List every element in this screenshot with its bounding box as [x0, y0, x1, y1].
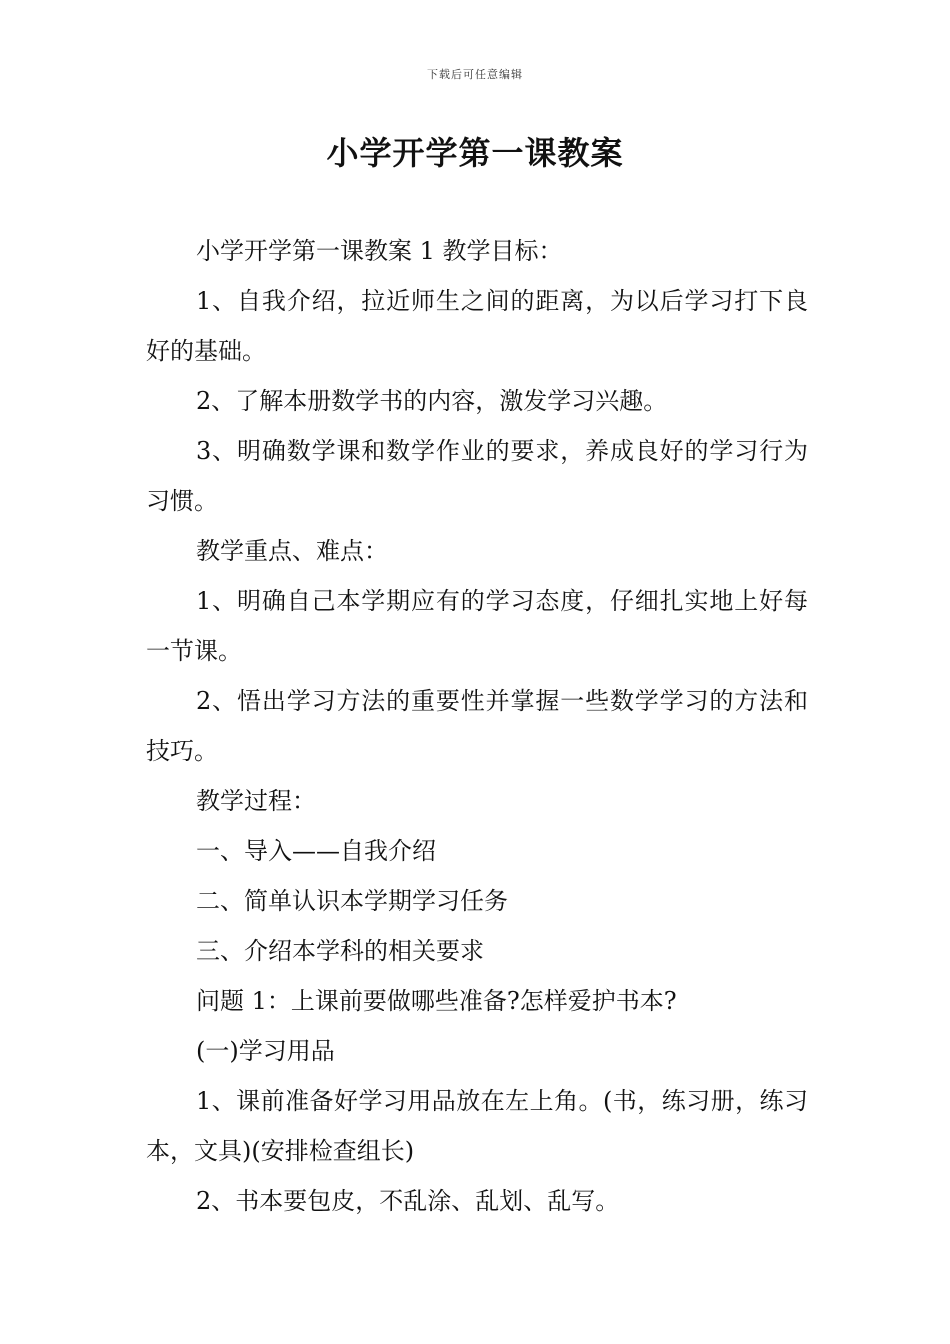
paragraph-goal-2: 2、了解本册数学书的内容，激发学习兴趣。 [196, 387, 668, 415]
paragraph-process-heading: 教学过程： [196, 787, 316, 815]
paragraph-key-point-1: 1、明确自己本学期应有的学习态度，仔细扎实地上好每一节课。 [146, 587, 808, 665]
paragraph-question-1: 问题 1：上课前要做哪些准备?怎样爱护书本? [196, 987, 677, 1015]
paragraph-supplies-heading: (一)学习用品 [196, 1037, 335, 1065]
document-title: 小学开学第一课教案 [326, 134, 624, 172]
paragraph-key-points-heading: 教学重点、难点： [196, 537, 388, 565]
paragraph-step-2: 二、简单认识本学期学习任务 [196, 887, 508, 915]
paragraph-step-1: 一、导入——自我介绍 [196, 837, 436, 865]
document-body [146, 226, 808, 1226]
paragraph-key-point-2: 2、悟出学习方法的重要性并掌握一些数学学习的方法和技巧。 [146, 687, 808, 765]
paragraph-step-3: 三、介绍本学科的相关要求 [196, 937, 484, 965]
paragraph-supplies-1: 1、课前准备好学习用品放在左上角。(书，练习册，练习本，文具)(安排检查组长) [146, 1087, 808, 1165]
paragraph-goal-1: 1、自我介绍，拉近师生之间的距离，为以后学习打下良好的基础。 [146, 287, 808, 365]
paragraph-intro: 小学开学第一课教案 1 教学目标： [196, 237, 563, 265]
header-note: 下载后可任意编辑 [427, 68, 523, 81]
paragraph-supplies-2: 2、书本要包皮，不乱涂、乱划、乱写。 [196, 1187, 620, 1215]
paragraph-goal-3: 3、明确数学课和数学作业的要求，养成良好的学习行为习惯。 [146, 437, 808, 515]
